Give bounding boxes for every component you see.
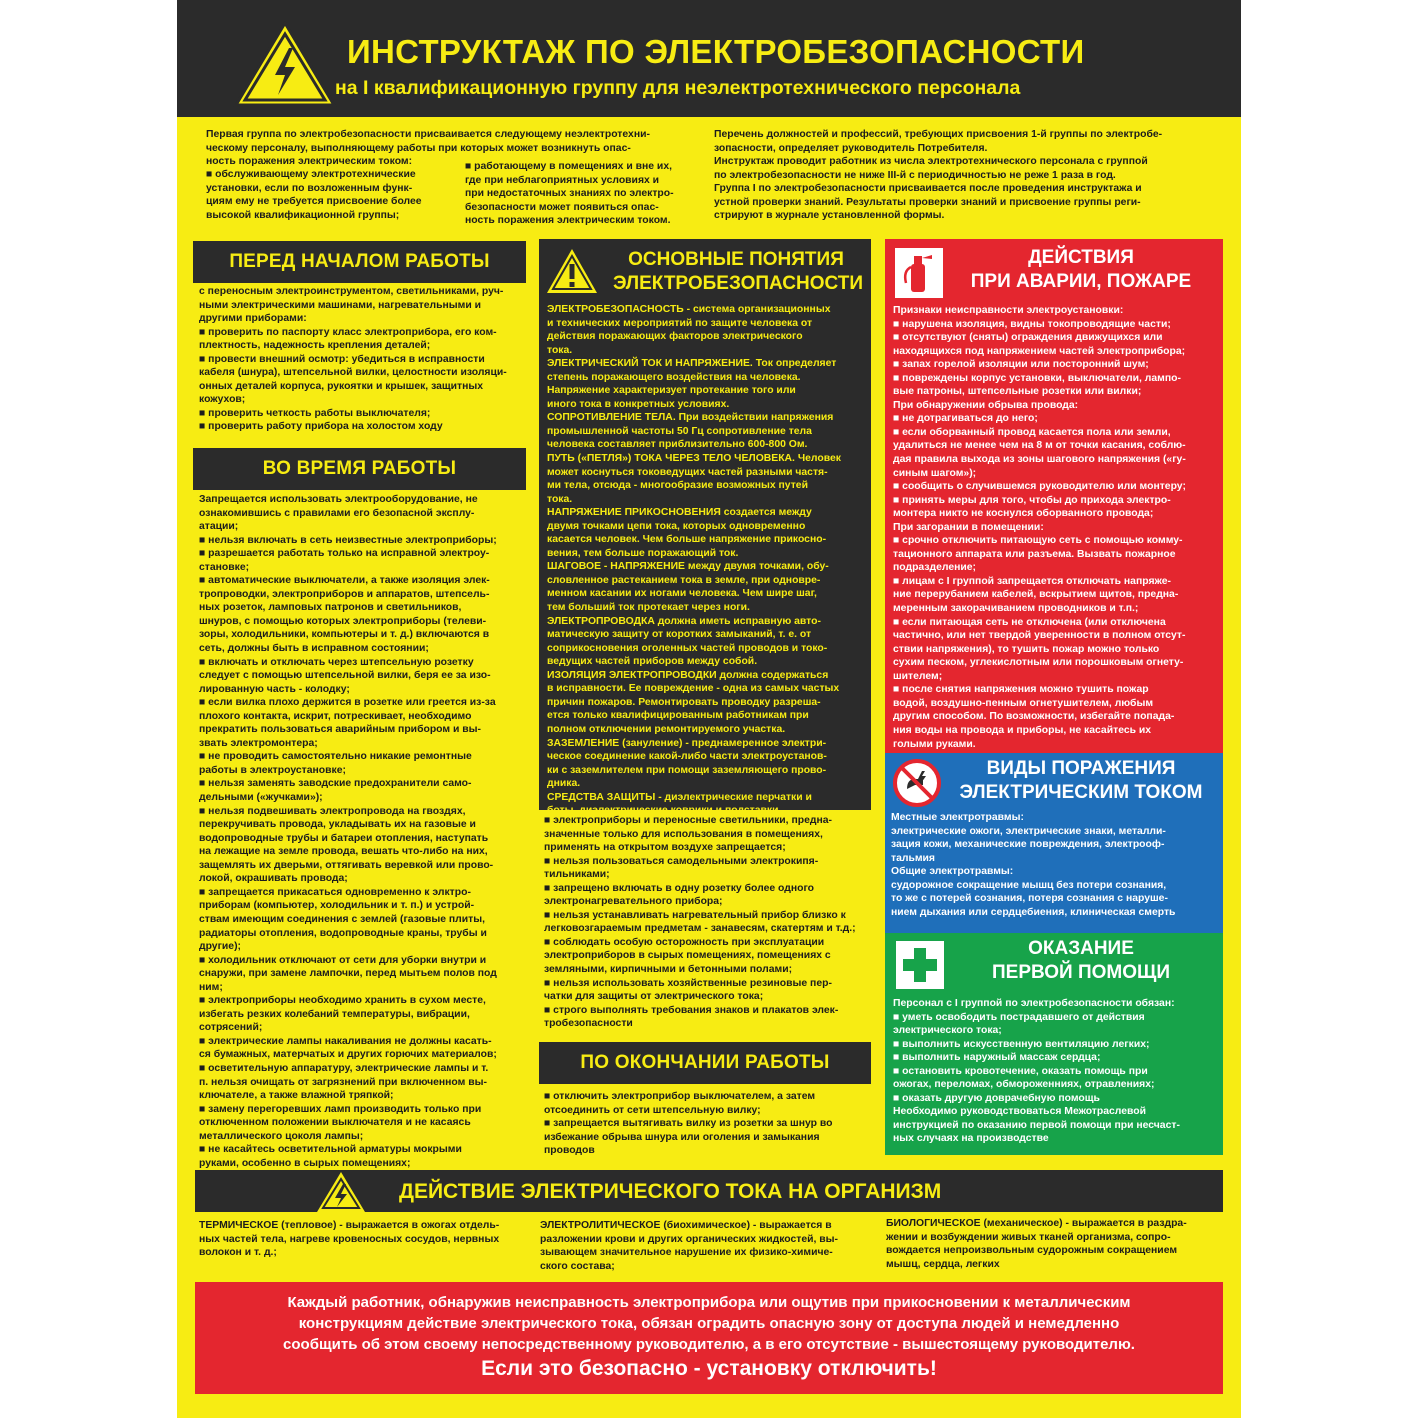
basics-panel <box>539 239 871 817</box>
injury-title-line-2: ЭЛЕКТРИЧЕСКИМ ТОКОМ <box>959 782 1203 803</box>
basics-text: ЭЛЕКТРОБЕЗОПАСНОСТЬ - система организационных и технических мероприятий по защите человека от действия поражающих факторов электрического тока. ЭЛЕКТРИЧЕСКИЙ ТОК И НАПРЯЖЕНИЕ. Ток определяет степень поражающего воздействия на человека. Напряжение характеризует протекание того или иного тока в конкретных условиях. СОПРОТИВЛЕНИЕ ТЕЛА. При воздействии напряжения промышленной частоты 50 Гц сопротивление тела человека составляет приблизительно 600-800 Ом. ПУТЬ («ПЕТЛЯ») ТОКА ЧЕРЕЗ ТЕЛО ЧЕЛОВЕКА. Человек может коснуться токоведущих частей разными частя- ми тела, отсюда - многообразие возможных путей тока. НАПРЯЖЕНИЕ ПРИКОСНОВЕНИЯ создается между двумя точками цепи тока, которых одновременно касается человек. Чем больше напряжение прикосно- вения, тем больше поражающий ток. ШАГОВОЕ - НАПРЯЖЕНИЕ между двумя точками, обу- словленное растеканием тока в земле, при одновре- менном касании их ногами человека. Чем шире шаг, тем больший ток протекает через ноги. ЭЛЕКТРОПРОВОДКА должна иметь исправную авто- матическую защиту от коротких замыканий, т. е. от соприкосновения оголенных частей проводов и токо- ведущих частей приборов между собой. ИЗОЛЯЦИЯ ЭЛЕКТРОПРОВОДКИ должна содержаться в исправности. Ее повреждение - одна из самых частых причин пожаров. Ремонтировать проводку разреша- ется только квалифицированным работникам при полном отключении ремонтируемого участка. ЗАЗЕМЛЕНИЕ (зануление) - преднамеренное электри- ческое соединение какой-либо части электроустанов- ки с заземлителем при помощи заземляющего прово- дника. СРЕДСТВА ЗАЩИТЫ - диэлектрические перчатки и боты, диэлектрические коврики и подставки. <box>547 304 841 817</box>
before-work-header: ПЕРЕД НАЧАЛОМ РАБОТЫ <box>193 241 526 283</box>
high-voltage-warning-icon <box>233 20 337 108</box>
intro-text-1b: ■ работающему в помещениях и вне их, где при неблагоприятных условиях и при недостаточных знаниях по электро- безопасности может появиться опас- ность поражения электрическим током. <box>465 161 674 227</box>
warning-exclamation-icon <box>545 247 599 295</box>
footer-emphasis: Если это безопасно - установку отключить! <box>481 1357 937 1380</box>
effects-electrolytic-text: ЭЛЕКТРОЛИТИЧЕСКОЕ (биохимическое) - выражается в разложении крови и других органических жидкостей, вы- зывающем значительное нарушение их физико-химиче- ского состава; <box>540 1220 839 1272</box>
first-aid-panel <box>885 933 1223 1155</box>
basics-title-line-2: ЭЛЕКТРОБЕЗОПАСНОСТИ <box>612 273 864 294</box>
after-work-text: ■ отключить электроприбор выключателем, а затем отсоединить от сети штепсельную вилку; ■ запрещается вытягивать вилку из розетки за шнур во избежание обрыва шнура или оголения и замыкания проводов <box>544 1091 833 1157</box>
first-aid-title-line-1: ОКАЗАНИЕ <box>1028 938 1134 959</box>
after-work-header: ПО ОКОНЧАНИИ РАБОТЫ <box>539 1042 871 1084</box>
footer-panel <box>195 1282 1223 1394</box>
first-aid-text: Персонал с I группой по электробезопасности обязан: ■ уметь освободить пострадавшего от действия электрического тока; ■ выполнить искусственную вентиляцию легких; ■ выполнить наружный массаж сердца; ■ остановить кровотечение, оказать помощь при ожогах, переломах, обмороженниях, отравлениях; ■ оказать другую доврачебную помощь Необходимо руководствоваться Межотраслевой инструкцией по оказанию первой помощи при несчаст- ных случаях на производстве <box>893 998 1180 1145</box>
poster <box>177 0 1241 1418</box>
fire-extinguisher-icon <box>894 247 944 299</box>
effects-thermal-text: ТЕРМИЧЕСКОЕ (тепловое) - выражается в ожогах отдель- ных частей тела, нагреве кровеносных сосудов, нервных волокон и т. д.; <box>199 1220 500 1259</box>
high-voltage-warning-icon <box>315 1170 367 1214</box>
during-work-header: ВО ВРЕМЯ РАБОТЫ <box>193 448 526 490</box>
emergency-panel <box>885 239 1223 753</box>
emergency-text: Признаки неисправности электроустановки: ■ нарушена изоляция, видны токопроводящие части; ■ отсутствуют (сняты) ограждения движущихся или находящихся под напряжением частей электроприбора; ■ запах горелой изоляции или посторонний шум; ■ повреждены корпус установки, выключатели, лампо- вые патроны, штепсельные розетки или вилки; При обнаружении обрыва провода: ■ не дотрагиваться до него; ■ если оборванный провод касается пола или земли, удалиться не менее чем на 8 м от точки касания, соблю- дая правила выхода из зоны шагового напряжения («гу- синым шагом»); ■ сообщить о случившемся руководителю или монтеру; ■ принять меры для того, чтобы до прихода электро- монтера никто не коснулся оборванного провода; При загорании в помещении: ■ срочно отключить питающую сеть с помощью комму- тационного аппарата или разъема. Вызвать пожарное подразделение; ■ лицам с I группой запрещается отключать напряже- ние перерубанием кабелей, вскрытием щитов, предна- меренным закорачиванием проводников и т.п.; ■ если питающая сеть не отключена (или отключена частично, или нет твердой уверенности в полном отсут- ствии напряжения), то тушить пожар можно только сухим песком, углекислотным или порошковым огнету- шителем; ■ после снятия напряжения можно тушить пожар водой, воздушно-пенным огнетушителем, любым другим способом. По возможности, избегайте попада- ния воды на провода и приборы, не касайтесь их голыми руками. <box>893 305 1186 750</box>
page-subtitle: на I квалификационную группу для неэлектротехнического персонала <box>335 77 1021 99</box>
first-aid-title-line-2: ПЕРВОЙ ПОМОЩИ <box>991 962 1171 983</box>
basics-title-line-1: ОСНОВНЫЕ ПОНЯТИЯ <box>628 249 844 270</box>
intro-text-1a: ■ обслуживающему электротехнические установки, если по возложенным функ- циям ему не требуется присвоение более высокой квалификационной группы; <box>206 169 422 221</box>
injury-panel <box>885 753 1223 933</box>
intro-text-2: Перечень должностей и профессий, требующих присвоения 1-й группы по электробе- зопасности, определяет руководитель Потребителя. Инструктаж проводит работник из числа электротехнического персонала с группой по электробезопасности не ниже III-й с периодичностью не реже 1 раза в год. Группа I по электробезопасности присваивается после проведения инструктажа и устной проверки знаний. Результаты проверки знаний и присвоение группы реги- стрируют в журнале установленной формы. <box>714 129 1163 222</box>
emergency-title-line-1: ДЕЙСТВИЯ <box>1028 247 1134 268</box>
injury-text: Местные электротравмы: электрические ожоги, электрические знаки, металли- зация кожи, механические повреждения, электрооф- тальмия Общие электротравмы: судорожное сокращение мышц без потери сознания, то же с потерей сознания, потеря сознания с наруше- нием дыхания или сердцебиения, клиническая смерть <box>891 812 1176 918</box>
middle-list-text: ■ электроприборы и переносные светильники, предна- значенные только для использования в помещениях, применять на открытом воздухе запрещается; ■ нельзя пользоваться самодельными электрокипя- тильниками; ■ запрещено включать в одну розетку более одного электронагревательного прибора; ■ нельзя устанавливать нагревательный прибор близко к легковозгараемым предметам - занавесям, скатертям и т.д.; ■ соблюдать особую осторожность при эксплуатации электроприборов в сырых помещениях, помещениях с земляными, кирпичными и бетонными полами; ■ нельзя использовать хозяйственные резиновые пер- чатки для защиты от электрического тока; ■ строго выполнять требования знаков и плакатов элек- тробезопасности <box>544 815 856 1030</box>
injury-title-line-1: ВИДЫ ПОРАЖЕНИЯ <box>986 758 1176 779</box>
before-work-text: с переносным электроинструментом, светильниками, руч- ными электрическими машинами, нагревательными и другими приборами: ■ проверить по паспорту класс электроприбора, его ком- плектность, надежность крепления деталей; ■ провести внешний осмотр: убедиться в исправности кабеля (шнура), штепсельной вилки, целостности изоляци- онных деталей корпуса, рукоятки и крышек, защитных кожухов; ■ проверить четкость работы выключателя; ■ проверить работу прибора на холостом ходу <box>199 286 507 433</box>
footer-text: Каждый работник, обнаружив неисправность электроприбора или ощутив при прикосновении к металлическим конструкциям действие электрического тока, обязан оградить опасную зону от доступа людей и немедленно сообщить об этом своему непосредственному руководителю, а в его отсутствие - вышестоящему руководителю. <box>283 1294 1135 1353</box>
header <box>177 0 1241 117</box>
no-touch-electric-icon <box>893 759 941 807</box>
first-aid-cross-icon <box>895 940 945 990</box>
page-title: ИНСТРУКТАЖ ПО ЭЛЕКТРОБЕЗОПАСНОСТИ <box>347 33 1085 70</box>
during-work-text: Запрещается использовать электрооборудование, не ознакомившись с правилами его безопасной эксплу- атации; ■ нельзя включать в сеть неизвестные электроприборы; ■ разрешается работать только на исправной электроу- становке; ■ автоматические выключатели, а также изоляция элек- тропроводки, электроприборов и аппаратов, штепсель- ных розеток, ламповых патронов и светильников, шнуров, с помощью которых электроприборы (телеви- зоры, холодильники, компьютеры и т. д.) включаются в сеть, должны быть в исправном состоянии; ■ включать и отключать через штепсельную розетку следует с помощью штепсельной вилки, беря ее за изо- лированную часть - колодку; ■ если вилка плохо держится в розетке или греется из-за плохого контакта, искрит, потрескивает, необходимо прекратить пользоваться аварийным прибором и вы- звать электромонтера; ■ не проводить самостоятельно никакие ремонтные работы в электроустановке; ■ нельзя заменять заводские предохранители само- дельными («жучками»); ■ нельзя подвешивать электропровода на гвоздях, перекручивать провода, укладывать их на газовые и водопроводные трубы и батареи отопления, наступать на лежащие на земле провода, вешать что-либо на них, защемлять их дверьми, оттягивать веревкой или прово- локой, окрашивать провода; ■ запрещается прикасаться одновременно к элктро- приборам (компьютер, холодильник и т. п.) и устрой- ствам имеющим соединения с землей (газовые плиты, радиаторы отопления, водопроводные краны, трубы и другие); ■ холодильник отключают от сети для уборки внутри и снаружи, при замене лампочки, перед мытьем полов под ним; ■ электроприборы необходимо хранить в сухом месте, избегать резких колебаний температуры, вибрации, сотрясений; ■ электрические лампы накаливания не должны касать- ся бумажных, матерчатых и других горючих материалов; ■ осветительную аппаратуру, электрические лампы и т. п. нельзя очищать от загрязнений при включенном вы- ключателе, а также влажной тряпкой; ■ замену перегоревших ламп производить только при отключенном положении выключателя и не касаясь металлического цоколя лампы; ■ не касайтесь осветительной арматуры мокрыми руками, особенно в сырых помещениях; <box>199 494 497 1169</box>
effects-biological-text: БИОЛОГИЧЕСКОЕ (механическое) - выражается в раздра- жении и возбуждении живых тканей организма, сопро- вождается непроизвольным судорожным сокращением мышц, сердца, легких <box>886 1218 1187 1270</box>
effects-header <box>195 1170 1223 1212</box>
effects-title: ДЕЙСТВИЕ ЭЛЕКТРИЧЕСКОГО ТОКА НА ОРГАНИЗМ <box>399 1180 942 1203</box>
emergency-title-line-2: ПРИ АВАРИИ, ПОЖАРЕ <box>970 271 1192 292</box>
intro-text-1: Первая группа по электробезопасности присваивается следующему неэлектротехни- ческому персоналу, выполняющему работы при которых может возникнуть опас- ность поражения электрическим током: <box>206 129 650 168</box>
